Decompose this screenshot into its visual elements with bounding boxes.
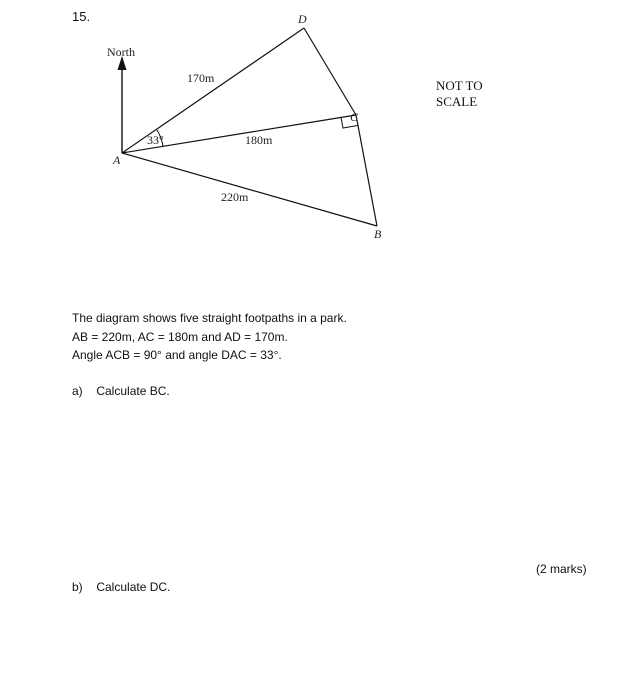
path-dc (304, 28, 356, 115)
path-ab (122, 153, 377, 226)
north-label: North (107, 45, 135, 59)
question-text-line3: Angle ACB = 90° and angle DAC = 33°. (72, 348, 282, 362)
part-a (72, 384, 170, 398)
not-to-scale-note (436, 78, 483, 110)
not-to-scale-line1: NOT TO (436, 78, 483, 93)
part-b-label: b) (72, 580, 83, 594)
angle-label: 33° (147, 133, 164, 147)
point-a-label: A (113, 153, 121, 167)
footpath-diagram (0, 0, 636, 260)
question-number: 15. (72, 9, 91, 24)
part-b-text: Calculate DC. (96, 580, 171, 594)
question-text-line1: The diagram shows five straight footpaths in a park. (72, 311, 347, 325)
question-text-line2: AB = 220m, AC = 180m and AD = 170m. (72, 330, 288, 344)
length-ac-label: 180m (245, 133, 273, 147)
not-to-scale-line2: SCALE (436, 94, 478, 109)
path-cb (356, 115, 377, 226)
part-a-text: Calculate BC. (96, 384, 170, 398)
length-ab-label: 220m (221, 190, 249, 204)
point-d-label: D (298, 12, 307, 26)
part-a-label: a) (72, 384, 83, 398)
point-b-label: B (374, 227, 382, 241)
length-ad-label: 170m (187, 71, 215, 85)
point-c-label: C (350, 110, 359, 124)
part-b (72, 580, 170, 594)
part-a-marks: (2 marks) (536, 562, 587, 576)
